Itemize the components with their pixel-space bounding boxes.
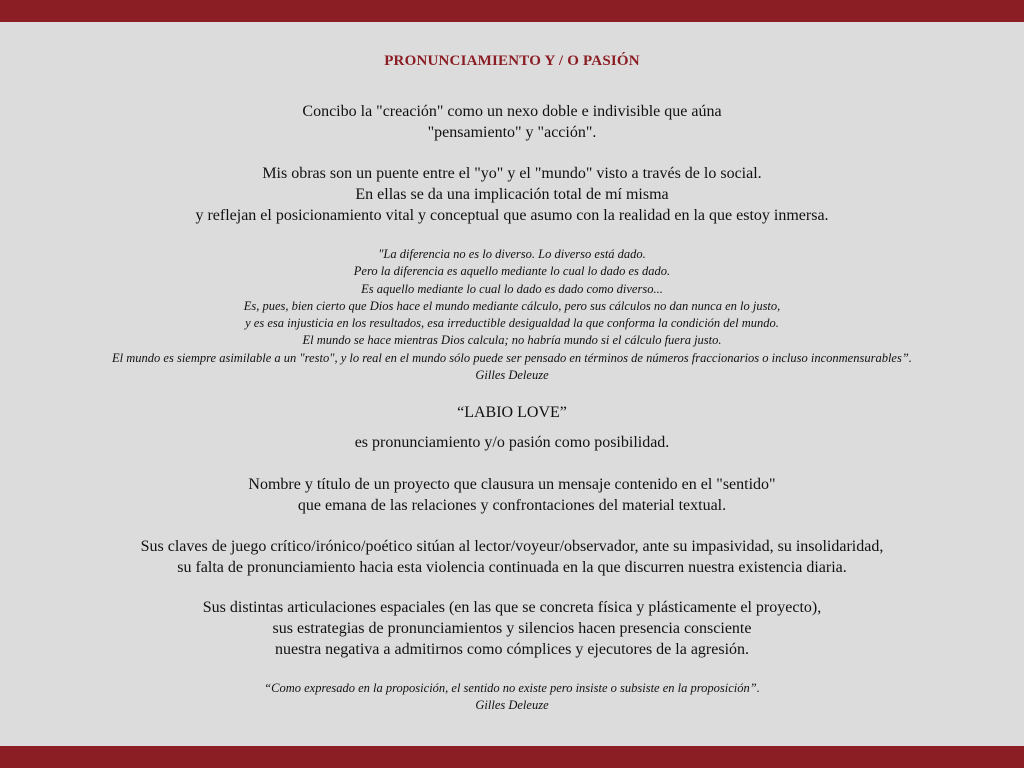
closing-quote-line: “Como expresado en la proposición, el sentido no existe pero insiste o subsiste en la proposición”.	[264, 681, 760, 695]
name-line: que emana de las relaciones y confrontaciones del material textual.	[297, 497, 727, 514]
works-line: y reflejan el posicionamiento vital y conceptual que asumo con la realidad en la que estoy inmersa.	[195, 207, 829, 224]
spaces-paragraph	[0, 597, 1024, 660]
intro-line: Concibo la "creación" como un nexo doble e indivisible que aúna	[302, 103, 722, 120]
spaces-line: nuestra negativa a admitirnos como cómplices y ejecutores de la agresión.	[274, 641, 750, 658]
intro-line: "pensamiento" y "acción".	[427, 124, 597, 141]
spaces-line: Sus distintas articulaciones espaciales (en las que se concreta física y plásticamente el proyecto),	[202, 599, 822, 616]
intro-paragraph	[0, 101, 1024, 143]
quote-line: El mundo es siempre asimilable a un "resto", y lo real en el mundo sólo puede ser pensado en términos de números fraccionarios o incluso inconmensurables”.	[112, 350, 912, 365]
keys-line: su falta de pronunciamiento hacia esta violencia continuada en la que discurren nuestra existencia diaria.	[177, 559, 847, 576]
closing-quote-block	[0, 680, 1024, 715]
keys-paragraph	[0, 536, 1024, 578]
name-line: Nombre y título de un proyecto que clausura un mensaje contenido en el "sentido"	[248, 476, 776, 493]
quote-line: Pero la diferencia es aquello mediante lo cual lo dado es dado.	[353, 264, 671, 279]
project-subtitle-text: es pronunciamiento y/o pasión como posibilidad.	[354, 434, 670, 451]
quote-line: El mundo se hace mientras Dios calcula; no habría mundo si el cálculo fuera justo.	[302, 333, 722, 348]
quote-line: Es aquello mediante lo cual lo dado es dado como diverso...	[361, 281, 663, 296]
slide-title: PRONUNCIAMIENTO Y / O PASIÓN	[384, 53, 640, 69]
works-paragraph	[0, 163, 1024, 226]
quote-line: Es, pues, bien cierto que Dios hace el mundo mediante cálculo, pero sus cálculos no dan nunca en lo justo,	[243, 298, 781, 313]
works-line: Mis obras son un puente entre el "yo" y el "mundo" visto a través de lo social.	[262, 165, 762, 182]
quote-line: y es esa injusticia en los resultados, esa irreductible desigualdad la que conforma la condición del mundo.	[245, 316, 779, 331]
project-subtitle	[0, 432, 1024, 453]
spaces-line: sus estrategias de pronunciamientos y silencios hacen presencia consciente	[272, 620, 752, 637]
works-line: En ellas se da una implicación total de mí misma	[355, 186, 669, 203]
bottom-banner	[0, 746, 1024, 768]
project-title-text: “LABIO LOVE”	[457, 404, 567, 421]
quote-line: "La diferencia no es lo diverso. Lo diverso está dado.	[378, 247, 646, 261]
quote-author: Gilles Deleuze	[475, 368, 549, 383]
closing-quote-author: Gilles Deleuze	[475, 698, 549, 713]
deleuze-quote-block	[0, 246, 1024, 384]
name-paragraph	[0, 474, 1024, 516]
keys-line: Sus claves de juego crítico/irónico/poético sitúan al lector/voyeur/observador, ante su impasividad, su insolidaridad,	[140, 538, 884, 555]
project-title	[0, 402, 1024, 423]
